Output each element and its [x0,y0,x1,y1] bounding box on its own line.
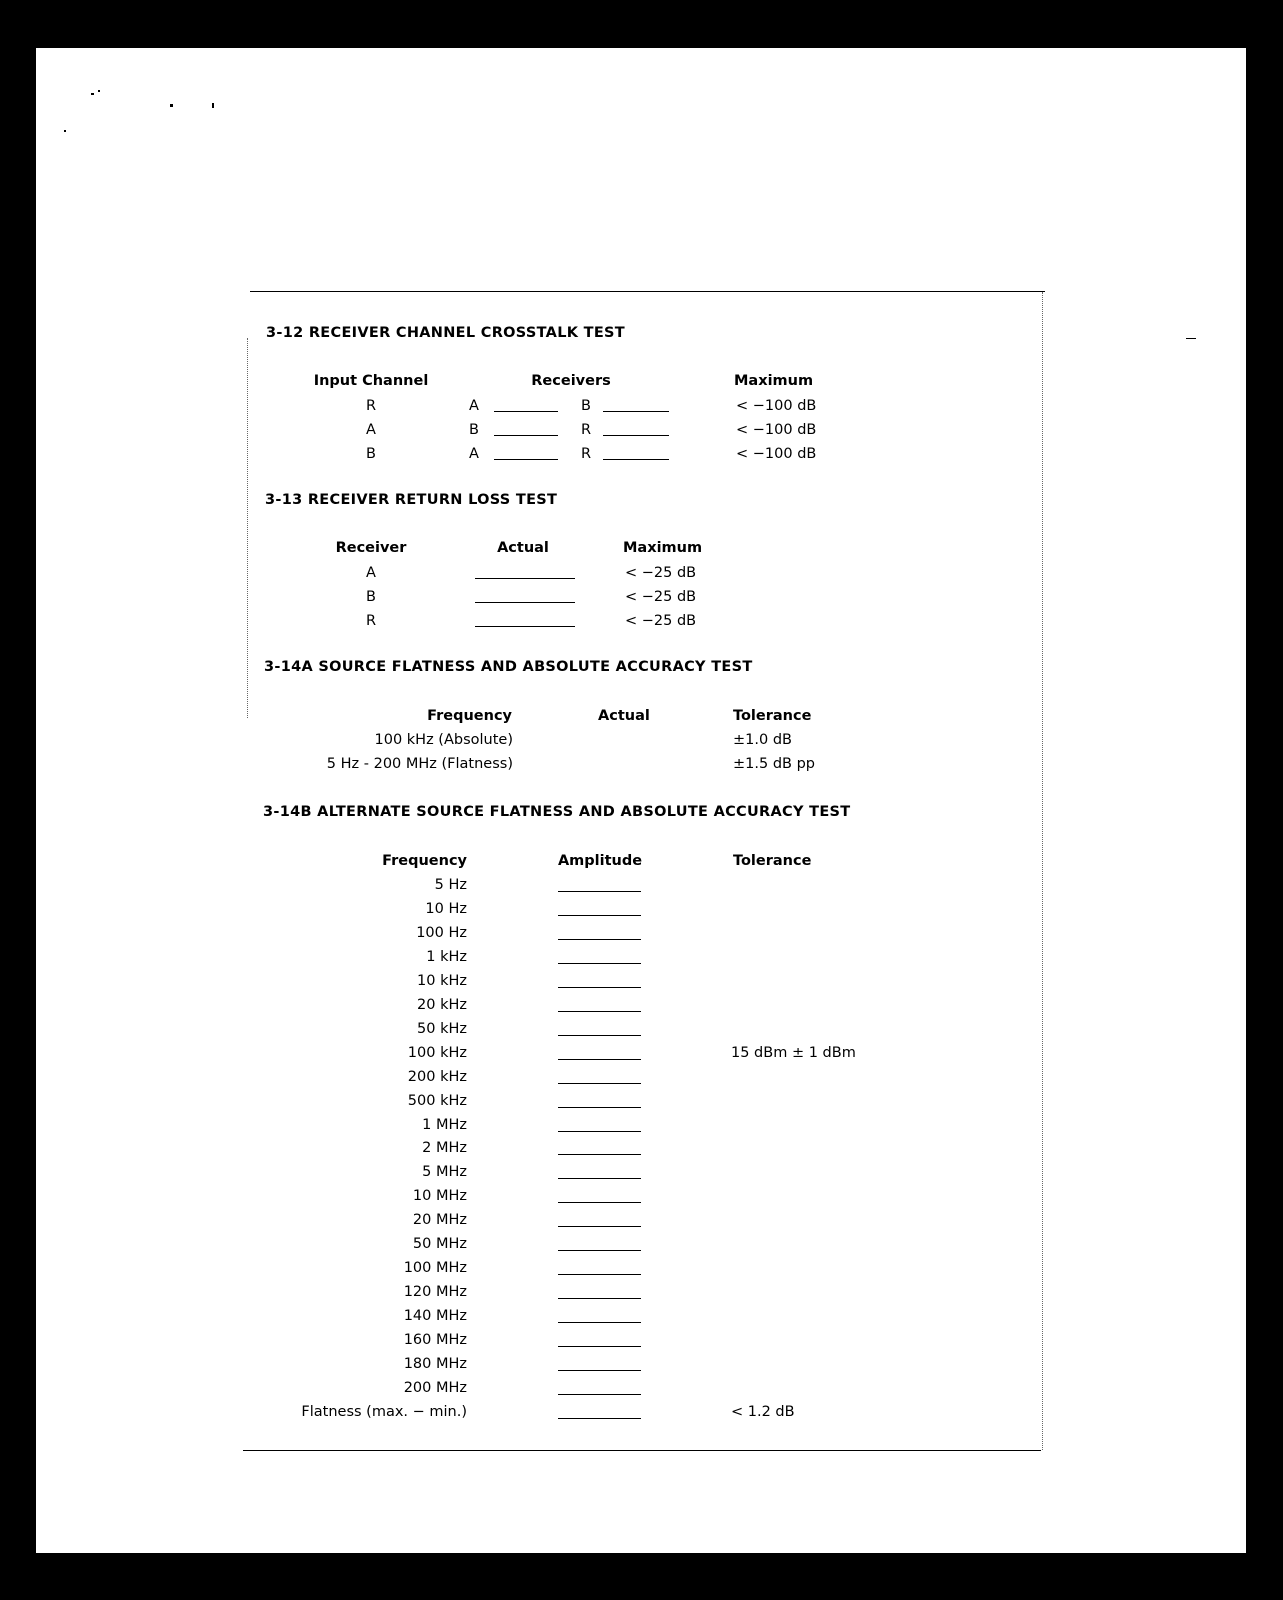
amplitude-blank[interactable] [558,1346,641,1347]
header-maximum: Maximum [623,540,703,556]
top-rule [250,291,1045,292]
amplitude-blank[interactable] [558,987,641,988]
amplitude-blank[interactable] [558,1322,641,1323]
header-receiver: Receiver [335,540,407,556]
document-page [36,48,1246,1553]
receiver-blank[interactable] [494,435,558,436]
frequency: 100 MHz [403,1260,467,1277]
frequency: 5 MHz [422,1164,467,1181]
receiver-label: B [469,422,479,438]
input-channel: B [366,446,376,462]
bottom-rule [243,1450,1041,1451]
maximum-value: < −100 dB [736,446,817,462]
frequency: 20 kHz [417,996,467,1013]
amplitude-blank[interactable] [558,1226,641,1227]
frequency: 50 kHz [417,1020,467,1037]
input-channel: R [365,398,377,414]
frequency: 500 kHz [407,1092,467,1109]
receiver-name: B [366,589,376,605]
frequency: 100 Hz [416,924,467,941]
frequency: 160 MHz [403,1332,467,1349]
amplitude-blank[interactable] [558,1370,641,1371]
section-314a-title: 3-14A SOURCE FLATNESS AND ABSOLUTE ACCURACY TEST [264,659,753,675]
amplitude-blank[interactable] [558,1202,641,1203]
frequency: 100 kHz (Absolute) [374,732,513,748]
receiver-blank[interactable] [603,435,669,436]
receiver-label: R [581,446,592,462]
frequency: 120 MHz [403,1284,467,1301]
header-maximum: Maximum [734,373,814,389]
receiver-blank[interactable] [494,411,558,412]
tolerance: ±1.5 dB pp [733,756,815,772]
frequency: 5 Hz - 200 MHz (Flatness) [326,756,513,772]
frequency: 2 MHz [422,1140,467,1157]
actual-blank[interactable] [475,626,575,627]
amplitude-blank[interactable] [558,1178,641,1179]
maximum-value: < −25 dB [625,589,697,605]
frequency: 140 MHz [403,1308,467,1325]
frequency: 100 kHz [407,1044,467,1061]
amplitude-blank[interactable] [558,963,641,964]
receiver-name: A [366,565,376,581]
header-tolerance: Tolerance [733,708,812,724]
frequency: 200 kHz [407,1068,467,1085]
receiver-blank[interactable] [494,459,558,460]
amplitude-blank[interactable] [558,1298,641,1299]
amplitude-blank[interactable] [558,915,641,916]
frequency: 10 Hz [425,900,467,917]
amplitude-blank[interactable] [558,1131,641,1132]
maximum-value: < −25 dB [625,613,697,629]
maximum-value: < −25 dB [625,565,697,581]
amplitude-blank[interactable] [558,1274,641,1275]
receiver-label: A [469,446,479,462]
tolerance: ±1.0 dB [733,732,792,748]
header-frequency: Frequency [427,708,512,724]
section-313-title: 3-13 RECEIVER RETURN LOSS TEST [265,492,558,508]
frequency: 200 MHz [403,1379,467,1396]
input-channel: A [366,422,376,438]
tolerance: < 1.2 dB [731,1403,795,1420]
receiver-blank[interactable] [603,459,669,460]
frequency: 20 MHz [412,1212,467,1229]
frequency: 1 kHz [426,948,467,965]
frequency: Flatness (max. − min.) [301,1403,467,1420]
scan-speck [1186,338,1196,339]
receiver-label: R [581,422,592,438]
frequency: 180 MHz [403,1356,467,1372]
right-edge [1042,292,1043,1450]
amplitude-blank[interactable] [558,1418,641,1419]
header-actual: Actual [497,540,549,556]
frequency: 1 MHz [422,1116,467,1133]
header-tolerance: Tolerance [733,853,812,869]
receiver-label: B [581,398,591,414]
left-edge [247,338,248,718]
amplitude-blank[interactable] [558,1035,641,1036]
maximum-value: < −100 dB [736,422,817,438]
amplitude-blank[interactable] [558,1011,641,1012]
scan-speck [170,104,173,107]
header-frequency: Frequency [382,853,467,869]
amplitude-blank[interactable] [558,1107,641,1108]
header-receivers: Receivers [531,373,611,389]
amplitude-blank[interactable] [558,1250,641,1251]
section-312-title: 3-12 RECEIVER CHANNEL CROSSTALK TEST [266,325,625,341]
scan-speck [64,130,66,132]
receiver-name: R [365,613,377,629]
scan-speck [91,93,94,95]
frequency: 10 MHz [412,1188,467,1205]
receiver-label: A [469,398,479,414]
amplitude-blank[interactable] [558,1059,641,1060]
frequency: 50 MHz [412,1236,467,1253]
scan-speck [212,103,214,108]
scan-speck [98,90,100,92]
amplitude-blank[interactable] [558,891,641,892]
maximum-value: < −100 dB [736,398,817,414]
actual-blank[interactable] [475,602,575,603]
amplitude-blank[interactable] [558,1394,641,1395]
amplitude-blank[interactable] [558,939,641,940]
frequency: 10 kHz [417,972,467,989]
receiver-blank[interactable] [603,411,669,412]
actual-blank[interactable] [475,578,575,579]
frequency: 5 Hz [434,877,467,893]
header-actual: Actual [598,708,650,724]
header-amplitude: Amplitude [557,853,643,869]
amplitude-blank[interactable] [558,1154,641,1155]
tolerance: 15 dBm ± 1 dBm [731,1044,856,1061]
header-input-channel: Input Channel [313,373,429,389]
section-314b-title: 3-14B ALTERNATE SOURCE FLATNESS AND ABSOLUTE ACCURACY TEST [263,804,851,820]
amplitude-blank[interactable] [558,1083,641,1084]
